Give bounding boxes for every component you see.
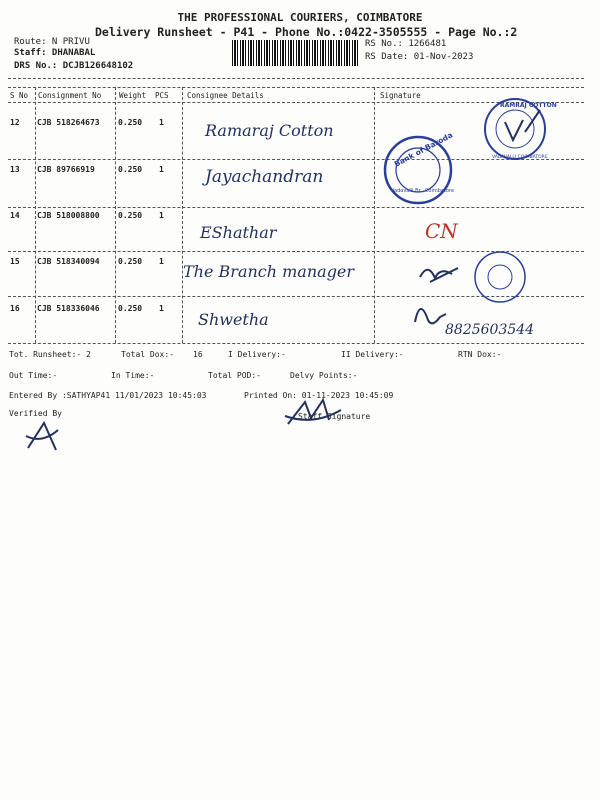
entered-by: Entered By :SATHYAP41 11/01/2023 10:45:03 <box>9 391 207 400</box>
col-sno: S No <box>10 91 29 100</box>
total-pod: Total POD:- <box>208 371 261 380</box>
tot-runsheet: Tot. Runsheet:- 2 <box>9 350 91 359</box>
in-time: In Time:- <box>111 371 155 380</box>
row-weight: 0.250 <box>118 211 143 220</box>
col-line <box>182 87 183 343</box>
stamp-text: RAMRAJ COTTON <box>500 102 557 109</box>
row-sno: 16 <box>10 304 20 313</box>
col-consignment: Consignment No <box>38 91 102 100</box>
col-line <box>35 87 36 343</box>
row-weight: 0.250 <box>118 257 143 266</box>
row-weight: 0.250 <box>118 118 143 127</box>
handwritten-phone: 8825603544 <box>445 322 535 338</box>
verified-by: Verified By <box>9 409 62 418</box>
col-line <box>115 87 116 343</box>
round-stamp <box>475 252 525 302</box>
row-consignment: CJB 518336046 <box>37 304 100 313</box>
stamp-bank-branch: Vadavalli Br., Coimbatore <box>391 188 454 194</box>
signature-stamps <box>380 92 600 342</box>
verifier-signature <box>22 418 62 454</box>
total-dox-label: Total Dox:- <box>121 350 174 359</box>
row-consignment: CJB 518008800 <box>37 211 100 220</box>
staff-signature-scribble <box>283 396 343 430</box>
col-pcs: PCS <box>155 91 169 100</box>
signature-scribble <box>415 309 446 323</box>
row-sno: 13 <box>10 165 20 174</box>
cn-mark: CN <box>425 219 458 243</box>
signature-scribble <box>420 268 458 282</box>
barcode <box>232 40 360 66</box>
company-title: THE PROFESSIONAL COURIERS, COIMBATORE <box>177 11 423 24</box>
ii-delivery: II Delivery:- <box>341 350 404 359</box>
out-time: Out Time:- <box>9 371 58 380</box>
staff-signature: Staff Signature <box>298 412 371 421</box>
handwritten-consignee: Jayachandran <box>205 167 324 187</box>
col-signature: Signature <box>380 91 421 100</box>
col-weight: Weight <box>119 91 147 100</box>
row-weight: 0.250 <box>118 165 143 174</box>
total-dox-value: 16 <box>193 350 203 359</box>
row-sno: 14 <box>10 211 20 220</box>
row-pcs: 1 <box>159 211 164 220</box>
divider <box>8 78 584 79</box>
row-weight: 0.250 <box>118 304 143 313</box>
ramraj-stamp <box>485 99 557 160</box>
divider <box>8 87 584 88</box>
handwritten-consignee: Shwetha <box>198 310 269 329</box>
route-label: Route: N PRIVU <box>14 37 90 47</box>
i-delivery: I Delivery:- <box>228 350 286 359</box>
row-consignment: CJB 518264673 <box>37 118 100 127</box>
handwritten-consignee: Ramaraj Cotton <box>205 121 334 140</box>
handwritten-consignee: The Branch manager <box>183 262 355 281</box>
staff-label: Staff: DHANABAL <box>14 48 96 58</box>
row-sno: 15 <box>10 257 20 266</box>
row-sno: 12 <box>10 118 20 127</box>
col-line <box>374 87 375 343</box>
runsheet-subtitle: Delivery Runsheet - P41 - Phone No.:0422-3505555 - Page No.:2 <box>95 25 518 39</box>
row-consignment: CJB 89766919 <box>37 165 95 174</box>
row-pcs: 1 <box>159 118 164 127</box>
rs-number: RS No.: 1266481 <box>365 39 447 49</box>
row-pcs: 1 <box>159 304 164 313</box>
rtn-dox: RTN Dox:- <box>458 350 502 359</box>
stamp-subtext: VADAVALLI COIMBATORE <box>492 155 548 160</box>
handwritten-consignee: EShathar <box>200 223 277 242</box>
delvy-points: Delvy Points:- <box>290 371 358 380</box>
drs-number: DRS No.: DCJB126648102 <box>14 61 134 71</box>
stamp-bank-name: Bank of Baroda <box>392 130 455 169</box>
printed-on: Printed On: 01-11-2023 10:45:09 <box>244 391 394 400</box>
rs-date: RS Date: 01-Nov-2023 <box>365 52 474 62</box>
row-pcs: 1 <box>159 257 164 266</box>
bank-stamp <box>385 130 454 203</box>
row-divider <box>8 343 584 344</box>
row-pcs: 1 <box>159 165 164 174</box>
row-consignment: CJB 518340094 <box>37 257 100 266</box>
col-consignee: Consignee Details <box>187 91 264 100</box>
